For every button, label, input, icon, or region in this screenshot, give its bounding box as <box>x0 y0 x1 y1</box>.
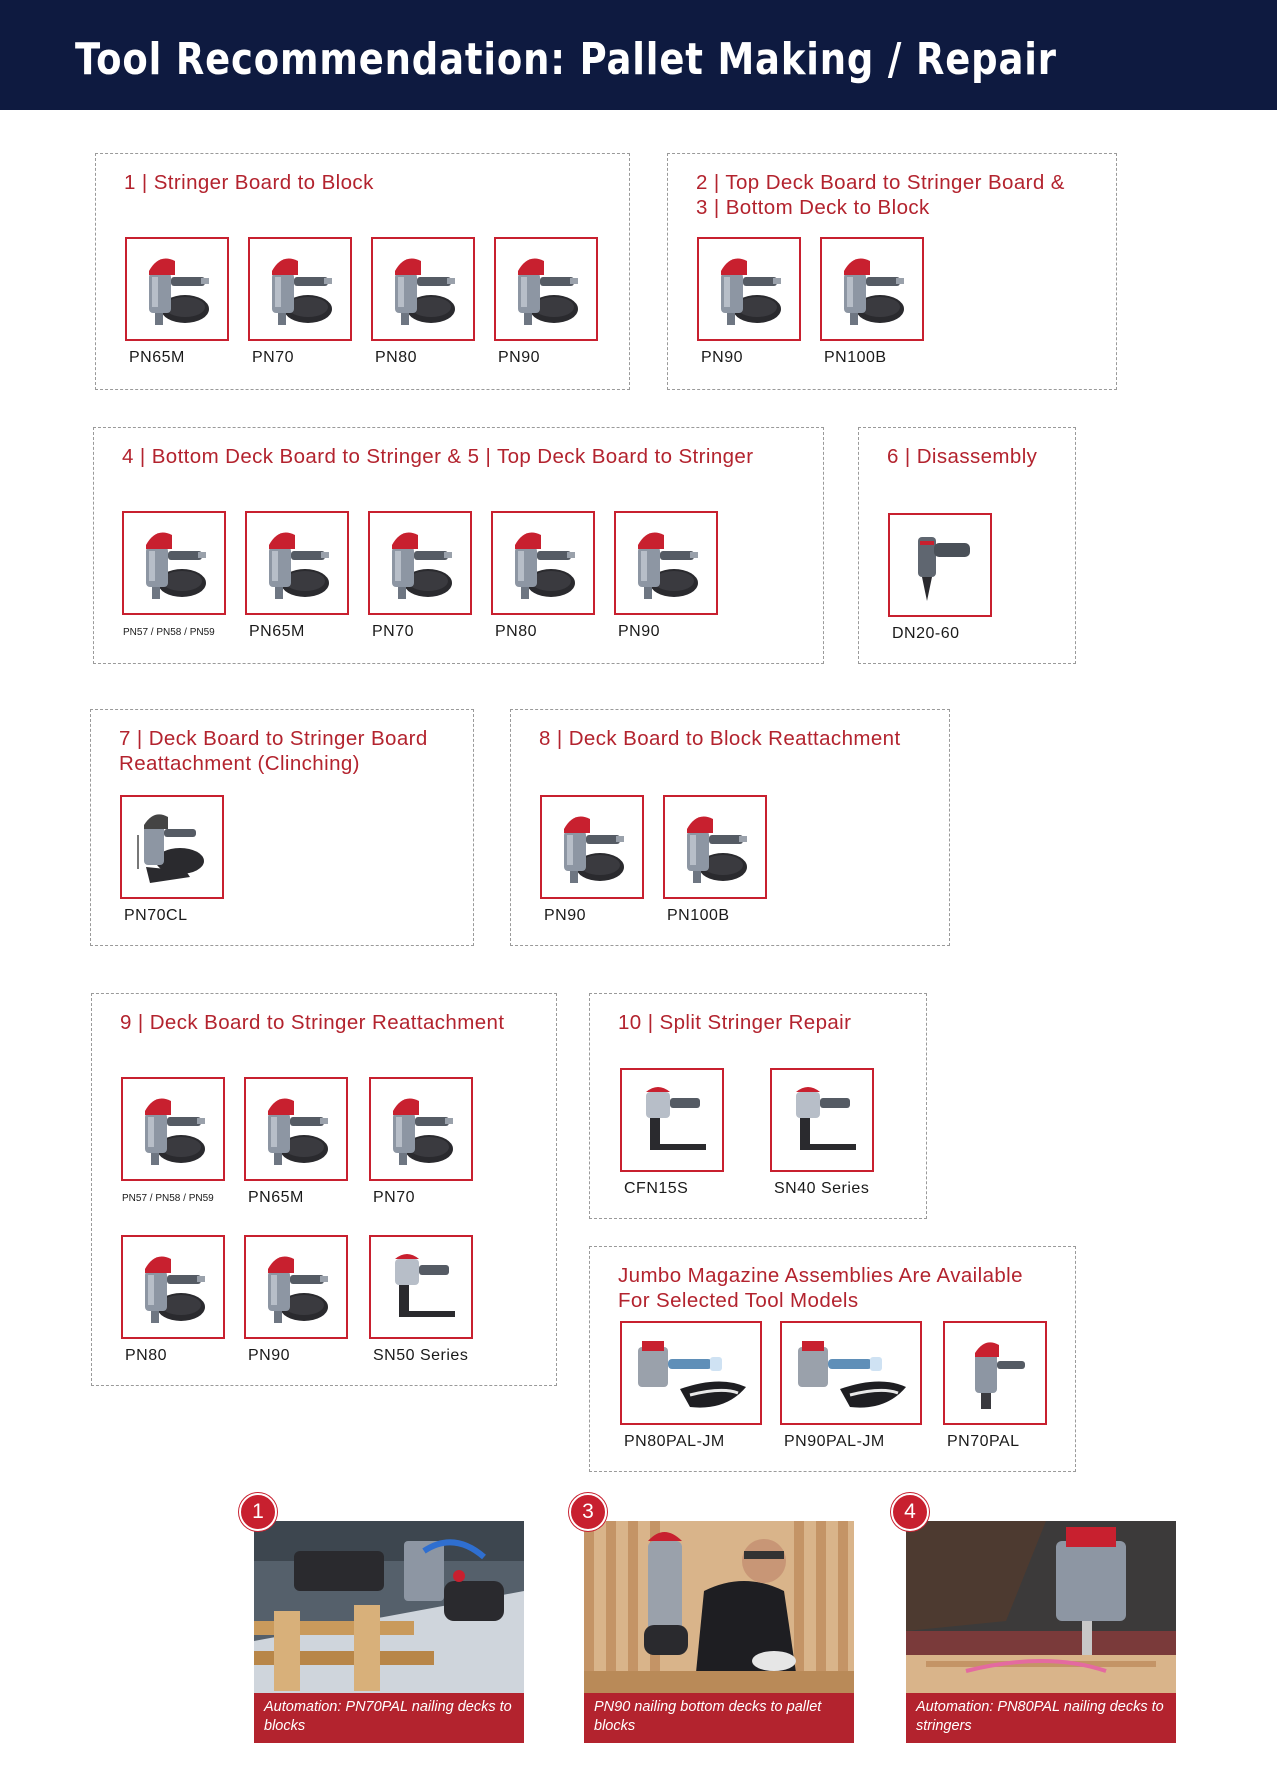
section-stringer-board-to-block <box>95 153 630 390</box>
tool-card[interactable] <box>888 513 992 642</box>
tool-card[interactable] <box>540 795 644 924</box>
photo-image <box>584 1521 854 1693</box>
tool-label: DN20-60 <box>892 625 960 642</box>
tool-card[interactable] <box>245 511 349 640</box>
tool-card[interactable] <box>663 795 767 924</box>
page-header <box>0 0 1277 110</box>
coil-nailer-icon <box>707 247 791 331</box>
tool-image <box>125 237 229 341</box>
tool-card[interactable] <box>620 1321 762 1450</box>
tool-label: PN80 <box>495 623 538 640</box>
tool-image <box>780 1321 922 1425</box>
tool-label: PN80PAL-JM <box>624 1433 725 1450</box>
section-clinching <box>90 709 474 946</box>
section-title: 6 | Disassembly <box>887 445 1038 468</box>
tool-card[interactable] <box>248 237 352 366</box>
tool-image <box>122 511 226 615</box>
tool-image <box>245 511 349 615</box>
disassembly-tool-icon <box>898 523 982 607</box>
coil-nailer-icon <box>131 1087 215 1171</box>
tool-image <box>371 237 475 341</box>
photo-number-badge: 3 <box>569 1493 607 1531</box>
photo-caption: PN90 nailing bottom decks to pallet blocks <box>584 1693 854 1743</box>
tool-image <box>121 1235 225 1339</box>
tool-image <box>620 1068 724 1172</box>
jumbo-nailer-icon <box>790 1331 912 1415</box>
coil-nailer-icon <box>255 521 339 605</box>
section-title: 4 | Bottom Deck Board to Stringer & 5 | Top Deck Board to Stringer <box>122 445 754 468</box>
tool-card[interactable] <box>943 1321 1047 1450</box>
tool-label: PN90PAL-JM <box>784 1433 885 1450</box>
worker-photo-icon <box>584 1521 854 1693</box>
tool-card[interactable] <box>697 237 801 366</box>
coil-nailer-icon <box>254 1087 338 1171</box>
section-split-stringer-repair <box>589 993 927 1219</box>
tool-label: PN80 <box>125 1347 168 1364</box>
section-title: 10 | Split Stringer Repair <box>618 1011 852 1034</box>
tool-card[interactable] <box>620 1068 724 1197</box>
tool-image <box>820 237 924 341</box>
tool-label: SN40 Series <box>774 1180 870 1197</box>
coil-nailer-icon <box>504 247 588 331</box>
section-title: 9 | Deck Board to Stringer Reattachment <box>120 1011 505 1034</box>
tool-image <box>369 1077 473 1181</box>
tool-card[interactable] <box>369 1235 473 1364</box>
stapler-icon <box>780 1078 864 1162</box>
photo-image <box>254 1521 524 1693</box>
tool-card[interactable] <box>820 237 924 366</box>
photo-caption: Automation: PN80PAL nailing decks to stringers <box>906 1693 1176 1743</box>
section-deck-to-block-reattachment <box>510 709 950 946</box>
tool-card[interactable] <box>371 237 475 366</box>
coil-nailer-icon <box>501 521 585 605</box>
tool-card[interactable] <box>244 1077 348 1206</box>
section-title: 2 | Top Deck Board to Stringer Board & 3 | Bottom Deck to Block <box>696 171 1065 219</box>
coil-nailer-icon <box>132 521 216 605</box>
pal-nailer-icon <box>953 1331 1037 1415</box>
photo-image <box>906 1521 1176 1693</box>
tool-image <box>888 513 992 617</box>
tool-image <box>697 237 801 341</box>
tool-card[interactable] <box>614 511 718 640</box>
tool-label: PN65M <box>248 1189 304 1206</box>
section-title: Jumbo Magazine Assemblies Are Available For Selected Tool Models <box>618 1264 1023 1312</box>
coil-nailer-icon <box>135 247 219 331</box>
tool-label: PN70 <box>252 349 295 366</box>
section-deck-to-stringer-reattachment <box>91 993 557 1386</box>
coil-nailer-icon <box>258 247 342 331</box>
tool-image <box>614 511 718 615</box>
section-jumbo-magazine <box>589 1246 1076 1472</box>
tool-image <box>248 237 352 341</box>
tool-label: PN80 <box>375 349 418 366</box>
photo-caption: Automation: PN70PAL nailing decks to blocks <box>254 1693 524 1743</box>
tool-image <box>120 795 224 899</box>
tool-image <box>770 1068 874 1172</box>
tool-label: PN90 <box>701 349 744 366</box>
tool-label: PN57 / PN58 / PN59 <box>122 1193 214 1204</box>
section-title: 7 | Deck Board to Stringer Board Reattachment (Clinching) <box>119 727 428 775</box>
tool-card[interactable] <box>244 1235 348 1364</box>
tool-image <box>491 511 595 615</box>
tool-card[interactable] <box>369 1077 473 1206</box>
clinch-nailer-icon <box>130 805 214 889</box>
coil-nailer-icon <box>550 805 634 889</box>
coil-nailer-icon <box>830 247 914 331</box>
tool-image <box>244 1077 348 1181</box>
tool-card[interactable] <box>125 237 229 366</box>
tool-card[interactable] <box>122 511 226 638</box>
tool-image <box>943 1321 1047 1425</box>
tool-label: PN90 <box>498 349 541 366</box>
tool-label: PN90 <box>544 907 587 924</box>
tool-card[interactable] <box>770 1068 874 1197</box>
photo-number-badge: 1 <box>239 1493 277 1531</box>
section-title: 1 | Stringer Board to Block <box>124 171 374 194</box>
tool-image <box>540 795 644 899</box>
tool-label: PN65M <box>129 349 185 366</box>
tool-label: PN90 <box>618 623 661 640</box>
photo-number-badge: 4 <box>891 1493 929 1531</box>
photo-card-automation-pn80pal <box>904 1500 1176 1743</box>
tool-image <box>369 1235 473 1339</box>
tool-image <box>494 237 598 341</box>
tool-label: PN57 / PN58 / PN59 <box>123 627 215 638</box>
coil-nailer-icon <box>381 247 465 331</box>
tool-image <box>663 795 767 899</box>
section-title: 8 | Deck Board to Block Reattachment <box>539 727 901 750</box>
stapler-icon <box>630 1078 714 1162</box>
tool-label: CFN15S <box>624 1180 689 1197</box>
coil-nailer-icon <box>378 521 462 605</box>
tool-card[interactable] <box>368 511 472 640</box>
tool-image <box>620 1321 762 1425</box>
coil-nailer-icon <box>131 1245 215 1329</box>
jumbo-nailer-icon <box>630 1331 752 1415</box>
coil-nailer-icon <box>379 1087 463 1171</box>
photo-card-pn90-bottom-decks <box>582 1500 854 1743</box>
tool-card[interactable] <box>491 511 595 640</box>
section-disassembly <box>858 427 1076 664</box>
tool-card[interactable] <box>121 1235 225 1364</box>
section-bottom-top-deck-to-stringer <box>93 427 824 664</box>
tool-label: PN100B <box>667 907 730 924</box>
coil-nailer-icon <box>254 1245 338 1329</box>
tool-card[interactable] <box>780 1321 922 1450</box>
tool-image <box>244 1235 348 1339</box>
tool-label: PN65M <box>249 623 305 640</box>
tool-label: PN70PAL <box>947 1433 1020 1450</box>
machine-photo-icon <box>906 1521 1176 1693</box>
tool-label: SN50 Series <box>373 1347 469 1364</box>
tool-image <box>121 1077 225 1181</box>
tool-label: PN70CL <box>124 907 188 924</box>
section-top-deck-bottom-deck <box>667 153 1117 390</box>
page-title: Tool Recommendation: Pallet Making / Repair <box>75 34 1057 85</box>
stapler-icon <box>379 1245 463 1329</box>
automation-photo-icon <box>254 1521 524 1693</box>
tool-label: PN70 <box>372 623 415 640</box>
tool-card[interactable] <box>494 237 598 366</box>
photo-card-automation-pn70pal <box>252 1500 524 1743</box>
tool-card[interactable] <box>121 1077 225 1204</box>
tool-card[interactable] <box>120 795 224 924</box>
coil-nailer-icon <box>673 805 757 889</box>
tool-label: PN100B <box>824 349 887 366</box>
tool-image <box>368 511 472 615</box>
coil-nailer-icon <box>624 521 708 605</box>
tool-label: PN90 <box>248 1347 291 1364</box>
tool-label: PN70 <box>373 1189 416 1206</box>
